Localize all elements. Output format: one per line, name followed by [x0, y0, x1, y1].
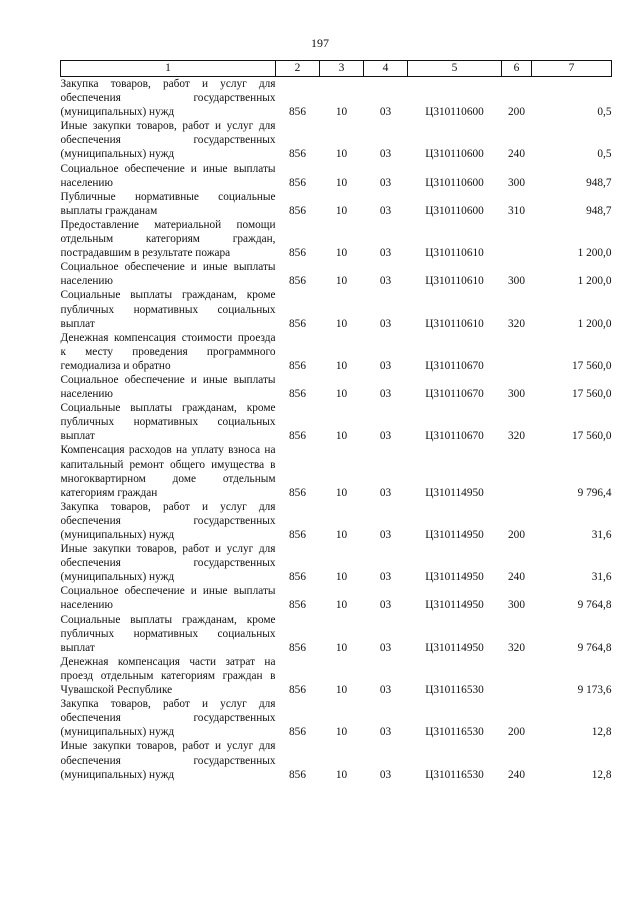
column-header: 1: [61, 61, 276, 77]
row-name: Компенсация расходов на уплату взноса на капитальный ремонт общего имущества в многоквартирном доме отдельным категориям граждан: [60, 444, 276, 499]
row-expense-type: 200: [508, 106, 525, 119]
column-header: 2: [276, 61, 320, 77]
row-name: Социальное обеспечение и иные выплаты населению: [60, 585, 276, 612]
row-ministry-code: 856: [289, 176, 306, 189]
row-target-code: Ц310114950: [425, 641, 484, 654]
table-row: [61, 500, 612, 542]
row-expense-type: 200: [508, 529, 525, 541]
column-header: 7: [532, 61, 612, 77]
row-amount: 948,7: [586, 176, 612, 189]
row-name: Социальные выплаты гражданам, кроме публичных нормативных социальных выплат: [60, 613, 276, 654]
row-section-code: 10: [335, 599, 348, 612]
row-ministry-code: 856: [289, 430, 306, 443]
row-section-code: 10: [335, 768, 348, 781]
table-row: [61, 739, 612, 781]
row-subsection-code: 03: [379, 204, 392, 217]
table-row: [61, 190, 612, 218]
row-subsection-code: 03: [379, 684, 392, 697]
row-subsection-code: 03: [379, 388, 392, 401]
table-row: [61, 77, 612, 120]
row-subsection-code: 03: [379, 529, 392, 541]
row-expense-type: 300: [508, 599, 525, 612]
row-expense-type: [502, 218, 532, 260]
row-name: Денежная компенсация стоимости проезда к месту проведения программного гемодиализа и обратно: [60, 331, 276, 372]
row-section-code: 10: [335, 726, 348, 739]
row-ministry-code: 856: [289, 684, 306, 697]
table-row: [61, 584, 612, 612]
row-expense-type: [502, 655, 532, 697]
row-amount: 9 796,4: [577, 486, 612, 499]
row-target-code: Ц310110600: [425, 176, 484, 189]
table-row: [61, 119, 612, 161]
row-target-code: Ц310114950: [425, 599, 484, 612]
row-subsection-code: 03: [379, 359, 392, 372]
table-row: [61, 162, 612, 190]
row-section-code: 10: [335, 571, 348, 584]
table-row: [61, 218, 612, 260]
row-amount: 1 200,0: [577, 247, 612, 260]
row-ministry-code: 856: [289, 275, 306, 288]
row-subsection-code: 03: [379, 176, 392, 189]
row-name: Социальные выплаты гражданам, кроме публичных нормативных социальных выплат: [60, 289, 276, 330]
row-name: Социальное обеспечение и иные выплаты населению: [60, 261, 276, 288]
row-amount: 17 560,0: [571, 388, 612, 401]
row-target-code: Ц310114950: [425, 571, 484, 584]
row-subsection-code: 03: [379, 275, 392, 288]
budget-table: [60, 60, 612, 782]
row-name: Публичные нормативные социальные выплаты гражданам: [60, 190, 276, 217]
row-section-code: 10: [335, 106, 348, 119]
row-ministry-code: 856: [289, 388, 306, 401]
row-name: Закупка товаров, работ и услуг для обеспечения государственных (муниципальных) нужд: [60, 500, 276, 541]
row-name: Денежная компенсация части затрат на проезд отдельным категориям граждан в Чувашской Республике: [60, 655, 276, 697]
row-expense-type: 240: [508, 148, 525, 161]
table-header-row: [61, 61, 612, 77]
table-row: [61, 401, 612, 443]
row-target-code: Ц310110600: [425, 204, 484, 217]
table-body: [61, 77, 612, 782]
row-expense-type: 240: [508, 571, 525, 584]
row-name: Социальное обеспечение и иные выплаты населению: [60, 373, 276, 401]
row-ministry-code: 856: [289, 148, 306, 161]
row-target-code: Ц310114950: [425, 529, 484, 541]
row-amount: 9 764,8: [577, 599, 612, 612]
row-subsection-code: 03: [379, 247, 392, 260]
row-section-code: 10: [335, 430, 348, 443]
row-target-code: Ц310116530: [425, 768, 484, 781]
table-row: [61, 443, 612, 499]
row-section-code: 10: [335, 247, 348, 260]
row-name: Иные закупки товаров, работ и услуг для обеспечения государственных (муниципальных) нужд: [60, 543, 276, 584]
column-header: 6: [502, 61, 532, 77]
row-name: Иные закупки товаров, работ и услуг для обеспечения государственных (муниципальных) нужд: [60, 740, 276, 781]
table-row: [61, 331, 612, 373]
row-subsection-code: 03: [379, 486, 392, 499]
row-ministry-code: 856: [289, 768, 306, 781]
row-section-code: 10: [335, 359, 348, 372]
row-target-code: Ц310114950: [425, 486, 484, 499]
row-target-code: Ц310110610: [425, 247, 484, 260]
table-row: [61, 542, 612, 584]
column-header: 3: [320, 61, 364, 77]
row-ministry-code: 856: [289, 599, 306, 612]
row-expense-type: 300: [508, 388, 525, 401]
row-subsection-code: 03: [379, 726, 392, 739]
row-amount: 12,8: [591, 768, 612, 781]
row-ministry-code: 856: [289, 204, 306, 217]
row-ministry-code: 856: [289, 529, 306, 541]
row-ministry-code: 856: [289, 247, 306, 260]
row-target-code: Ц310110670: [425, 388, 484, 401]
row-expense-type: 320: [508, 641, 525, 654]
row-section-code: 10: [335, 317, 348, 330]
row-amount: 31,6: [591, 571, 612, 584]
row-subsection-code: 03: [379, 317, 392, 330]
row-amount: 17 560,0: [571, 359, 612, 372]
row-target-code: Ц310116530: [425, 684, 484, 697]
row-subsection-code: 03: [379, 430, 392, 443]
row-amount: 1 200,0: [577, 317, 612, 330]
row-subsection-code: 03: [379, 148, 392, 161]
row-section-code: 10: [335, 486, 348, 499]
row-ministry-code: 856: [289, 317, 306, 330]
row-target-code: Ц310110670: [425, 430, 484, 443]
row-subsection-code: 03: [379, 571, 392, 584]
row-section-code: 10: [335, 204, 348, 217]
row-expense-type: [502, 331, 532, 373]
row-expense-type: 300: [508, 176, 525, 189]
row-amount: 17 560,0: [571, 430, 612, 443]
row-ministry-code: 856: [289, 486, 306, 499]
row-expense-type: [502, 443, 532, 499]
row-section-code: 10: [335, 275, 348, 288]
row-name: Иные закупки товаров, работ и услуг для обеспечения государственных (муниципальных) нужд: [60, 120, 276, 161]
table-row: [61, 697, 612, 739]
row-amount: 0,5: [597, 148, 612, 161]
row-ministry-code: 856: [289, 726, 306, 739]
row-subsection-code: 03: [379, 641, 392, 654]
row-expense-type: 240: [508, 768, 525, 781]
row-name: Социальное обеспечение и иные выплаты населению: [60, 162, 276, 189]
row-section-code: 10: [335, 641, 348, 654]
row-expense-type: 320: [508, 430, 525, 443]
row-subsection-code: 03: [379, 768, 392, 781]
row-ministry-code: 856: [289, 641, 306, 654]
row-target-code: Ц310110600: [425, 148, 484, 161]
row-expense-type: 200: [508, 726, 525, 739]
page-number: 197: [311, 36, 329, 50]
row-amount: 1 200,0: [577, 275, 612, 288]
table-row: [61, 613, 612, 655]
row-section-code: 10: [335, 529, 348, 541]
row-expense-type: 320: [508, 317, 525, 330]
row-amount: 0,5: [597, 106, 612, 119]
row-subsection-code: 03: [379, 106, 392, 119]
row-amount: 9 173,6: [577, 684, 612, 697]
table-row: [61, 655, 612, 697]
row-section-code: 10: [335, 176, 348, 189]
row-name: Социальные выплаты гражданам, кроме публичных нормативных социальных выплат: [60, 402, 276, 443]
row-amount: 9 764,8: [577, 641, 612, 654]
row-target-code: Ц310110610: [425, 275, 484, 288]
row-target-code: Ц310110600: [425, 106, 484, 119]
table-row: [61, 260, 612, 288]
row-section-code: 10: [335, 148, 348, 161]
row-amount: 948,7: [586, 204, 612, 217]
column-header: 4: [364, 61, 408, 77]
column-header: 5: [408, 61, 502, 77]
row-amount: 12,8: [591, 726, 612, 739]
row-subsection-code: 03: [379, 599, 392, 612]
row-ministry-code: 856: [289, 106, 306, 119]
row-expense-type: 310: [508, 204, 525, 217]
row-target-code: Ц310110670: [425, 359, 484, 372]
row-name: Закупка товаров, работ и услуг для обеспечения государственных (муниципальных) нужд: [60, 78, 276, 119]
row-section-code: 10: [335, 684, 348, 697]
table-row: [61, 288, 612, 330]
row-section-code: 10: [335, 388, 348, 401]
row-target-code: Ц310116530: [425, 726, 484, 739]
row-amount: 31,6: [591, 529, 612, 541]
row-target-code: Ц310110610: [425, 317, 484, 330]
row-ministry-code: 856: [289, 359, 306, 372]
row-ministry-code: 856: [289, 571, 306, 584]
row-name: Закупка товаров, работ и услуг для обеспечения государственных (муниципальных) нужд: [60, 698, 276, 739]
row-expense-type: 300: [508, 275, 525, 288]
row-name: Предоставление материальной помощи отдельным категориям граждан, пострадавшим в результате пожара: [60, 218, 276, 260]
table-row: [61, 373, 612, 401]
